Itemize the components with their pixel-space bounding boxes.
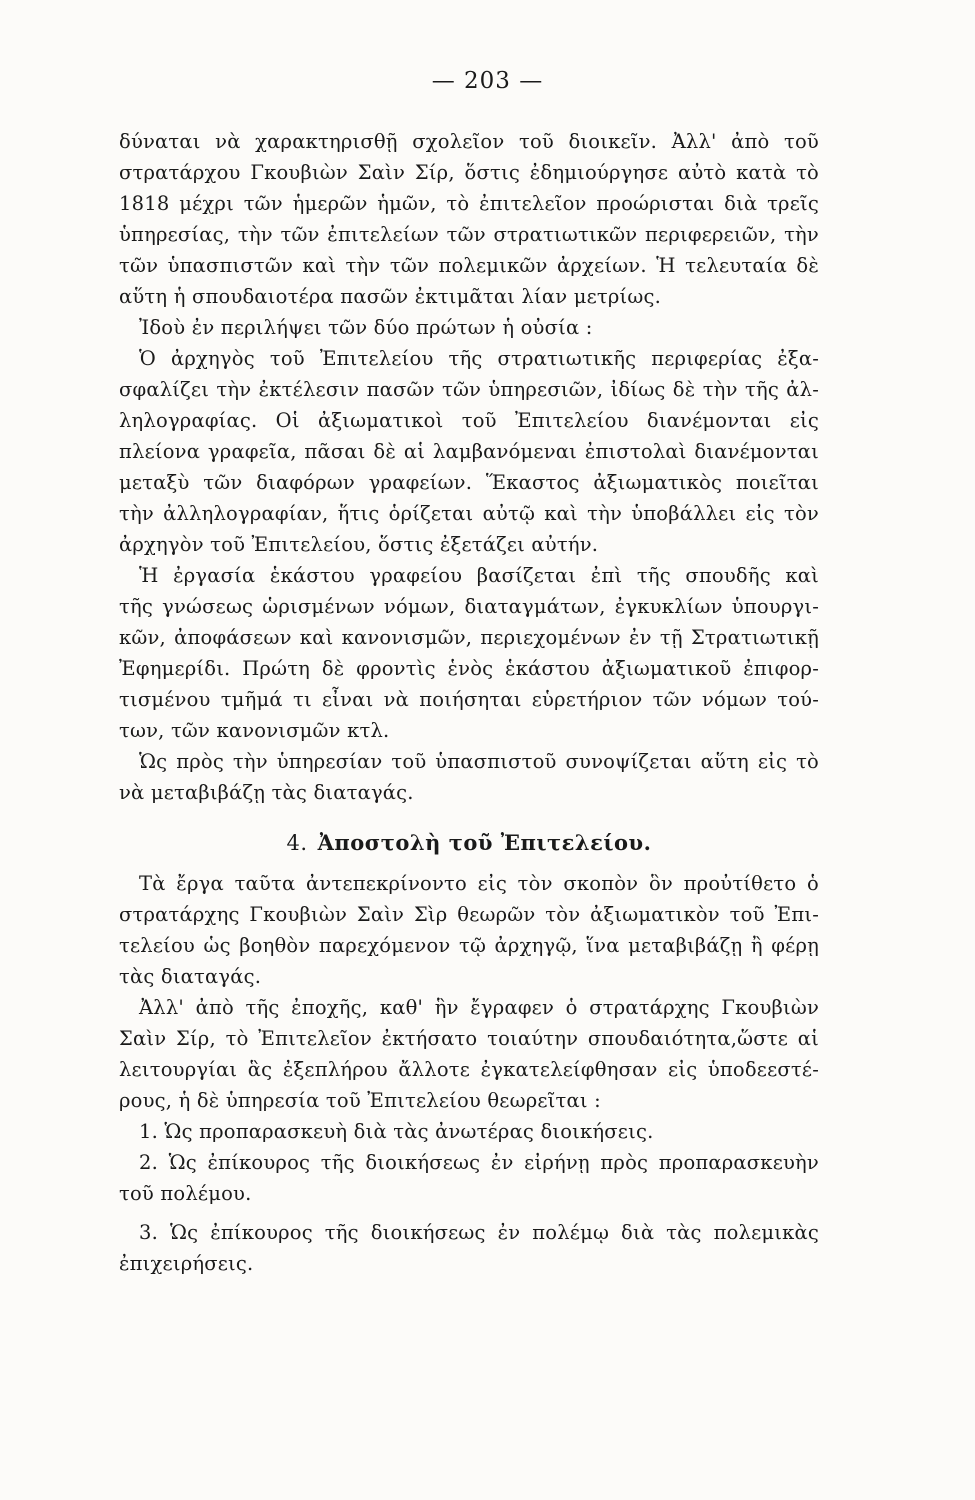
- text-line: τισμένου τμῆμά τι εἶναι νὰ ποιήσηται εὑρετήριον τῶν νόμων τού-: [119, 688, 819, 711]
- text-line: Ἀλλ' ἀπὸ τῆς ἐποχῆς, καθ' ἣν ἔγραφεν ὁ στρατάρχης Γκουβιὼν: [139, 996, 819, 1019]
- text-line: στρατάρχου Γκουβιὼν Σαὶν Σίρ, ὅστις ἐδημιούργησε αὐτὸ κατὰ τὸ: [119, 161, 819, 184]
- text-line: 1. Ὡς προπαρασκευὴ διὰ τὰς ἀνωτέρας διοικήσεις.: [139, 1120, 654, 1143]
- body-text: [119, 126, 819, 1279]
- text-line: Ἰδοὺ ἐν περιλήψει τῶν δύο πρώτων ἡ οὐσία :: [139, 316, 593, 339]
- paragraph: [119, 343, 819, 560]
- text-line: ἀρχηγὸν τοῦ Ἐπιτελείου, ὅστις ἐξετάζει αὐτήν.: [119, 533, 599, 556]
- text-line: τὰς διαταγάς.: [119, 965, 262, 988]
- text-line: δύναται νὰ χαρακτηρισθῇ σχολεῖον τοῦ διοικεῖν. Ἀλλ' ἀπὸ τοῦ: [119, 130, 819, 153]
- numbered-list: [119, 1116, 819, 1279]
- text-line: σφαλίζει τὴν ἐκτέλεσιν πασῶν τῶν ὑπηρεσιῶν, ἰδίως δὲ τὴν τῆς ἀλ-: [119, 378, 819, 401]
- page-number: — 203 —: [431, 68, 544, 94]
- list-item: [119, 1217, 819, 1279]
- text-line: μεταξὺ τῶν διαφόρων γραφείων. Ἕκαστος ἀξιωματικὸς ποιεῖται: [119, 471, 819, 494]
- text-line: Ὁ ἀρχηγὸς τοῦ Ἐπιτελείου τῆς στρατιωτικῆς περιφερίας ἐξα-: [139, 347, 819, 370]
- text-line: τελείου ὡς βοηθὸν παρεχόμενον τῷ ἀρχηγῷ, ἵνα μεταβιβάζῃ ἢ φέρῃ: [119, 934, 819, 957]
- text-line: 1818 μέχρι τῶν ἡμερῶν ἡμῶν, τὸ ἐπιτελεῖον προώρισται διὰ τρεῖς: [119, 192, 819, 215]
- paragraph: [119, 868, 819, 992]
- section-heading: [119, 820, 819, 866]
- text-line: στρατάρχης Γκουβιὼν Σαὶν Σὶρ θεωρῶν τὸν ἀξιωματικὸν τοῦ Ἐπι-: [119, 903, 819, 926]
- text-line: νὰ μεταβιβάζῃ τὰς διαταγάς.: [119, 781, 414, 804]
- text-line: τῆς γνώσεως ὡρισμένων νόμων, διαταγμάτων, ἐγκυκλίων ὑπουργι-: [119, 595, 819, 618]
- text-line: 3. Ὡς ἐπίκουρος τῆς διοικήσεως ἐν πολέμῳ διὰ τὰς πολεμικὰς: [139, 1221, 819, 1244]
- paragraph: [119, 746, 819, 808]
- list-item: [119, 1147, 819, 1209]
- text-line: 2. Ὡς ἐπίκουρος τῆς διοικήσεως ἐν εἰρήνῃ πρὸς προπαρασκευὴν: [139, 1151, 819, 1174]
- paragraph: [119, 992, 819, 1116]
- text-line: ληλογραφίας. Οἱ ἀξιωματικοὶ τοῦ Ἐπιτελείου διανέμονται εἰς: [119, 409, 819, 432]
- text-line: Σαὶν Σίρ, τὸ Ἐπιτελεῖον ἐκτήσατο τοιαύτην σπουδαιότητα,ὥστε αἱ: [119, 1027, 819, 1050]
- paragraph: [119, 560, 819, 746]
- text-line: Ἡ ἐργασία ἑκάστου γραφείου βασίζεται ἐπὶ τῆς σπουδῆς καὶ: [139, 564, 819, 587]
- text-line: ὑπηρεσίας, τὴν τῶν ἐπιτελείων τῶν στρατιωτικῶν περιφερειῶν, τὴν: [119, 223, 819, 246]
- text-line: πλείονα γραφεῖα, πᾶσαι δὲ αἱ λαμβανόμεναι ἐπιστολαὶ διανέμονται: [119, 440, 819, 463]
- text-line: ρους, ἡ δὲ ὑπηρεσία τοῦ Ἐπιτελείου θεωρεῖται :: [119, 1089, 601, 1112]
- text-line: Ἐφημερίδι. Πρώτη δὲ φροντὶς ἑνὸς ἑκάστου ἀξιωματικοῦ ἐπιφορ-: [119, 657, 819, 680]
- text-line: Τὰ ἔργα ταῦτα ἀντεπεκρίνοντο εἰς τὸν σκοπὸν ὃν προὐτίθετο ὁ: [139, 872, 819, 895]
- text-line: κῶν, ἀποφάσεων καὶ κανονισμῶν, περιεχομένων ἐν τῇ Στρατιωτικῇ: [119, 626, 819, 649]
- section-title: Ἀποστολὴ τοῦ Ἐπιτελείου.: [317, 830, 652, 855]
- text-line: αὕτη ἡ σπουδαιοτέρα πασῶν ἐκτιμᾶται λίαν μετρίως.: [119, 285, 662, 308]
- text-line: τὴν ἀλληλογραφίαν, ἥτις ὁρίζεται αὐτῷ καὶ τὴν ὑποβάλλει εἰς τὸν: [119, 502, 819, 525]
- text-line: Ὡς πρὸς τὴν ὑπηρεσίαν τοῦ ὑπασπιστοῦ συνοψίζεται αὕτη εἰς τὸ: [139, 750, 819, 773]
- section-number: 4.: [286, 831, 308, 855]
- text-line: τοῦ πολέμου.: [119, 1182, 252, 1205]
- text-line: των, τῶν κανονισμῶν κτλ.: [119, 719, 390, 742]
- list-item: [119, 1116, 819, 1147]
- text-line: ἐπιχειρήσεις.: [119, 1252, 254, 1275]
- text-line: λειτουργίαι ἃς ἐξεπλήρου ἄλλοτε ἐγκατελείφθησαν εἰς ὑποδεεστέ-: [119, 1058, 819, 1081]
- paragraph: [119, 126, 819, 312]
- text-line: τῶν ὑπασπιστῶν καὶ τὴν τῶν πολεμικῶν ἀρχείων. Ἡ τελευταία δὲ: [119, 254, 819, 277]
- paragraph: [119, 312, 819, 343]
